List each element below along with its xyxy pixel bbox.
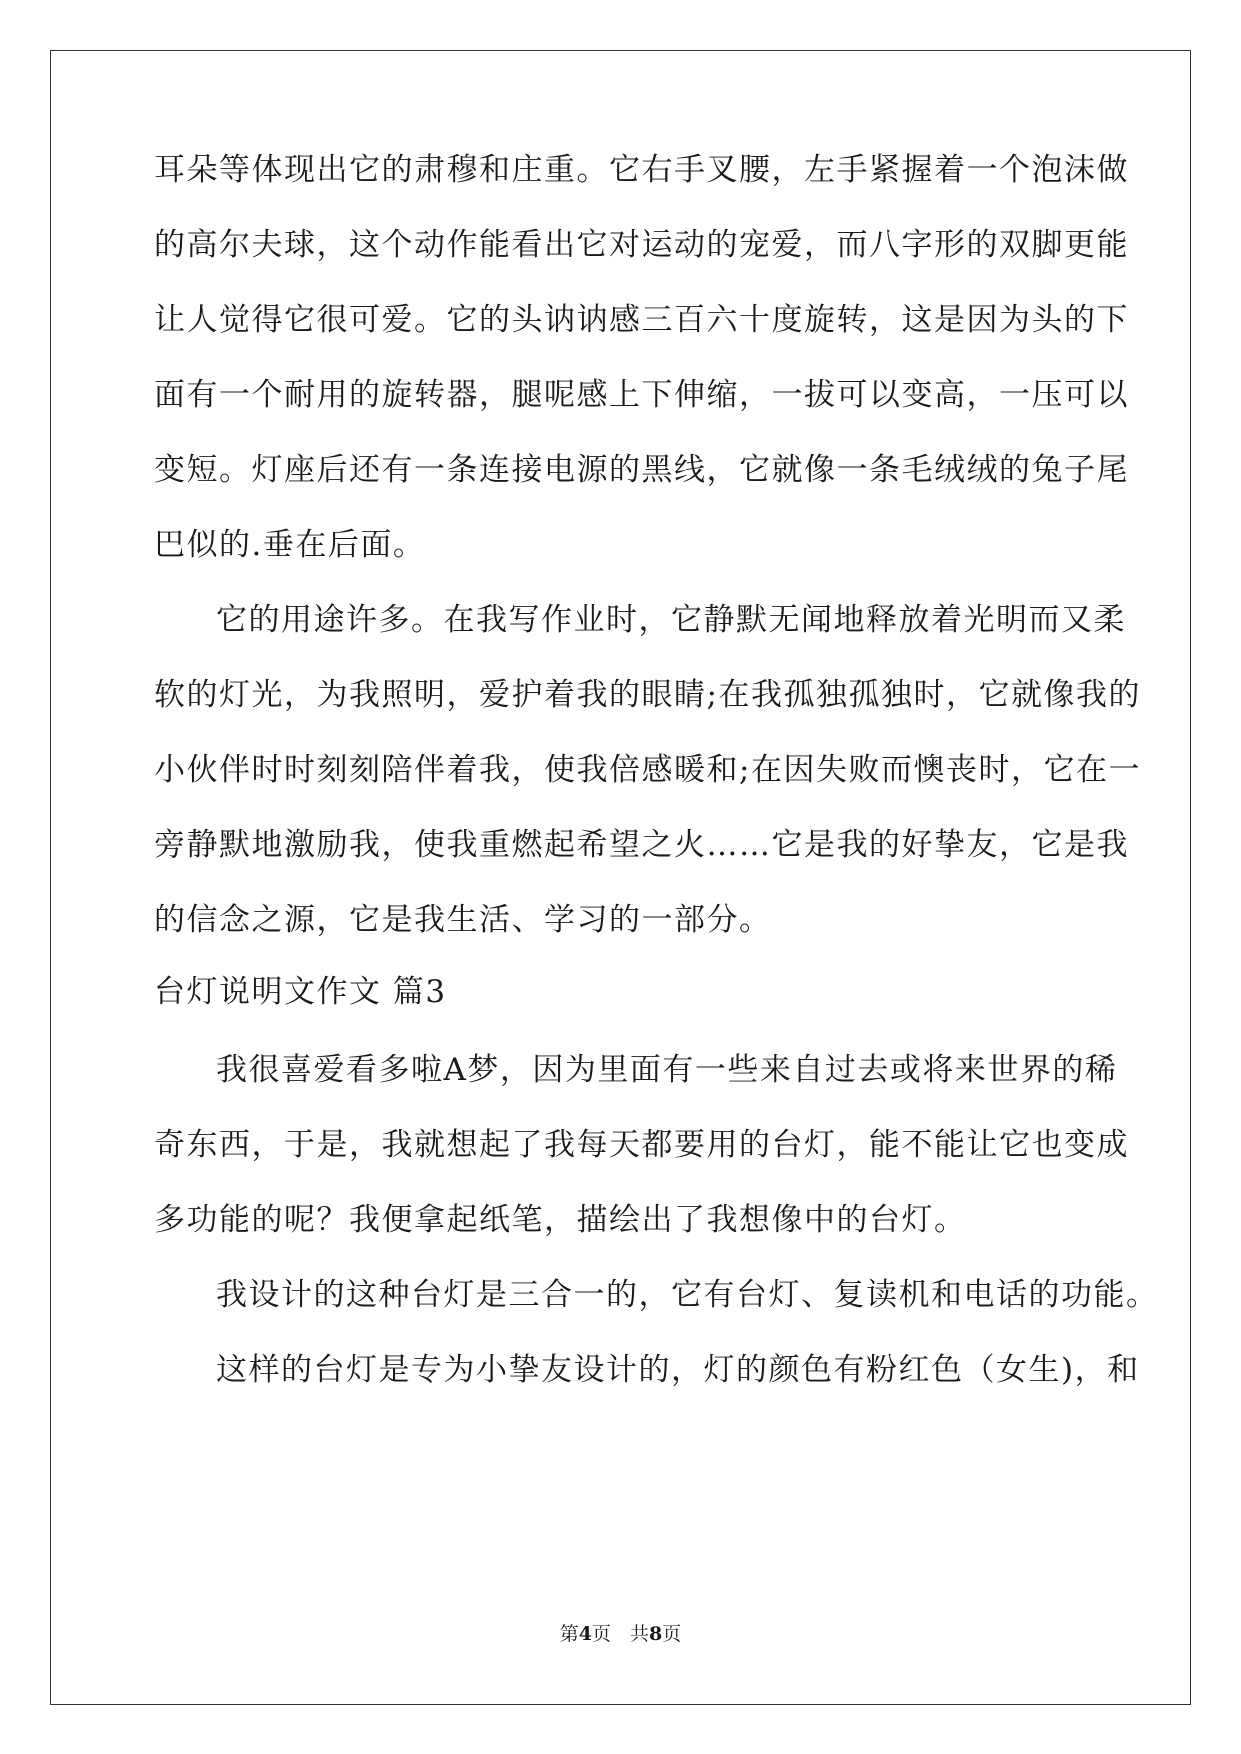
text-line: 软的灯光，为我照明，爱护着我的眼睛;在我孤独孤独时，它就像我的 (154, 677, 1141, 713)
page-footer (0, 1622, 1241, 1646)
paragraph-first-line: 我设计的这种台灯是三合一的，它有台灯、复读机和电话的功能。 (216, 1277, 1159, 1313)
text-line: 让人觉得它很可爱。它的头讷讷感三百六十度旋转，这是因为头的下 (154, 302, 1129, 338)
total-page-number: 8 (649, 1623, 663, 1645)
footer-suffix: 页 (662, 1623, 682, 1645)
footer-mid: 页 共 (591, 1623, 649, 1645)
text-line: 的高尔夫球，这个动作能看出它对运动的宠爱，而八字形的双脚更能 (154, 227, 1129, 263)
text-line: 多功能的呢？我便拿起纸笔，描绘出了我想像中的台灯。 (154, 1202, 967, 1238)
paragraph-first-line: 它的用途许多。在我写作业时，它静默无闻地释放着光明而又柔 (216, 602, 1126, 638)
text-line: 巴似的.垂在后面。 (154, 527, 426, 563)
text-line: 奇东西，于是，我就想起了我每天都要用的台灯，能不能让它也变成 (154, 1127, 1129, 1163)
text-line: 旁静默地激励我，使我重燃起希望之火……它是我的好挚友，它是我 (154, 827, 1129, 863)
paragraph-first-line: 这样的台灯是专为小挚友设计的，灯的颜色有粉红色（女生)，和 (216, 1352, 1140, 1388)
text-line: 的信念之源，它是我生活、学习的一部分。 (154, 902, 772, 938)
text-line: 面有一个耐用的旋转器，腿呢感上下伸缩，一拔可以变高，一压可以 (154, 377, 1129, 413)
section-heading: 台灯说明文作文 篇3 (154, 974, 447, 1010)
page-border (50, 50, 1191, 1705)
current-page-number: 4 (578, 1623, 592, 1645)
paragraph-first-line: 我很喜爱看多啦A梦，因为里面有一些来自过去或将来世界的稀 (216, 1052, 1118, 1088)
text-line: 变短。灯座后还有一条连接电源的黑线，它就像一条毛绒绒的兔子尾 (154, 452, 1129, 488)
text-line: 小伙伴时时刻刻陪伴着我，使我倍感暖和;在因失败而懊丧时，它在一 (154, 752, 1141, 788)
text-line: 耳朵等体现出它的肃穆和庄重。它右手叉腰，左手紧握着一个泡沫做 (154, 152, 1129, 188)
footer-prefix: 第 (559, 1623, 579, 1645)
